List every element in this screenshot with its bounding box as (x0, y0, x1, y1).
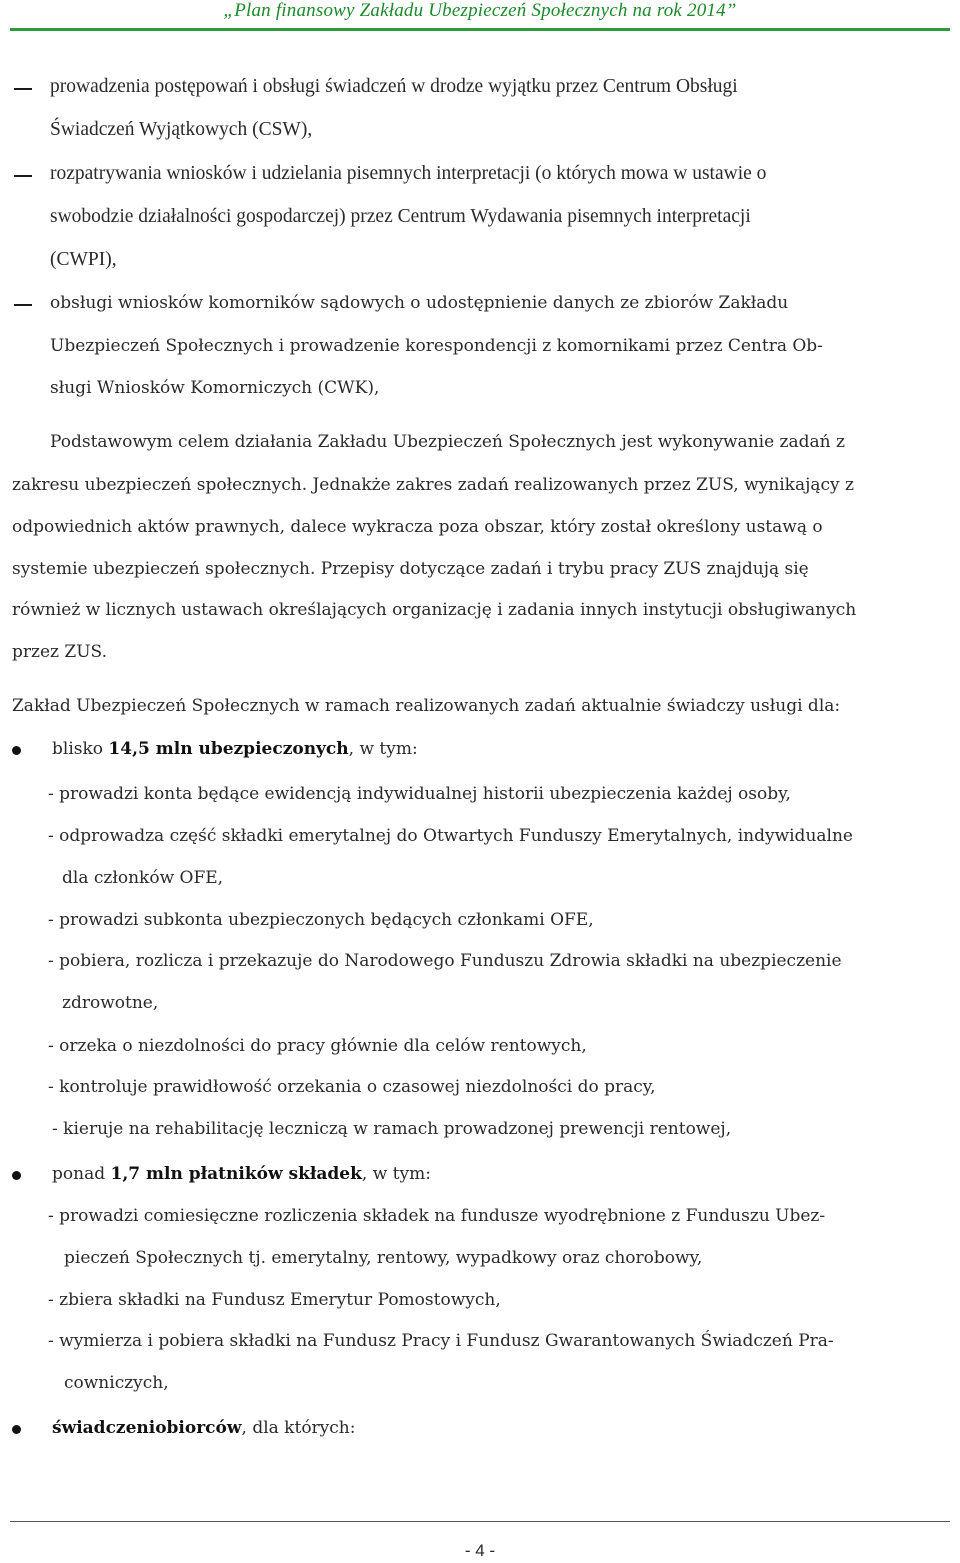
paragraph-line: odpowiednich aktów prawnych, dalece wykracza poza obszar, który został określony ustawą o (12, 517, 823, 537)
bullet-icon (12, 1171, 21, 1180)
dash-item-line: swobodzie działalności gospodarczej) przez Centrum Wydawania pisemnych interpretacji (50, 206, 751, 227)
paragraph-line: również w licznych ustawach określających organizację i zadania innych instytucji obsługiwanych (12, 600, 857, 620)
group-item: - odprowadza część składki emerytalnej do Otwartych Funduszy Emerytalnych, indywidualne (48, 826, 853, 846)
group-item: - orzeka o niezdolności do pracy głównie dla celów rentowych, (48, 1036, 587, 1056)
group-item: cowniczych, (64, 1373, 169, 1393)
group-bold-count: świadczeniobiorców (52, 1418, 242, 1438)
dash-item-line: rozpatrywania wniosków i udzielania pisemnych interpretacji (o których mowa w ustawie o (50, 163, 767, 184)
bullet-icon (12, 746, 21, 755)
group-item: - kontroluje prawidłowość orzekania o czasowej niezdolności do pracy, (48, 1077, 656, 1097)
group-item: - prowadzi comiesięczne rozliczenia składek na fundusze wyodrębnione z Funduszu Ubez- (48, 1206, 826, 1226)
group-prefix: ponad (52, 1164, 111, 1184)
page-number: - 4 - (464, 1541, 496, 1560)
footer-rule (10, 1521, 950, 1522)
dash-item-line: sługi Wniosków Komorniczych (CWK), (50, 378, 380, 398)
group-item: dla członków OFE, (62, 868, 224, 888)
dash-marker (14, 175, 32, 177)
group-item: - prowadzi konta będące ewidencją indywidualnej historii ubezpieczenia każdej osoby, (48, 784, 791, 804)
group-suffix: , w tym: (361, 1164, 431, 1184)
group-item: - wymierza i pobiera składki na Fundusz Pracy i Fundusz Gwarantowanych Świadczeń Pra- (48, 1331, 834, 1351)
group-item: - zbiera składki na Fundusz Emerytur Pomostowych, (48, 1290, 501, 1310)
page-header (0, 0, 960, 30)
group-item: - kieruje na rehabilitację leczniczą w ramach prowadzonej prewencji rentowej, (52, 1119, 732, 1139)
group-prefix: blisko (52, 739, 109, 759)
dash-item-line: prowadzenia postępowań i obsługi świadczeń w drodze wyjątku przez Centrum Obsługi (50, 76, 738, 97)
dash-marker (14, 304, 32, 306)
group-bold-count: 1,7 mln płatników składek (110, 1164, 362, 1184)
dash-item-line: obsługi wniosków komorników sądowych o udostępnienie danych ze zbiorów Zakładu (50, 293, 789, 313)
group-heading (52, 739, 418, 759)
group-heading (52, 1164, 431, 1184)
group-item: - pobiera, rozlicza i przekazuje do Narodowego Funduszu Zdrowia składki na ubezpieczenie (48, 951, 842, 971)
paragraph-line: zakresu ubezpieczeń społecznych. Jednakże zakres zadań realizowanych przez ZUS, wynikający z (12, 475, 854, 495)
dash-item-line: Ubezpieczeń Społecznych i prowadzenie korespondencji z komornikami przez Centra Ob- (50, 336, 823, 356)
header-rule (10, 28, 950, 31)
paragraph-line: systemie ubezpieczeń społecznych. Przepisy dotyczące zadań i trybu pracy ZUS znajdują się (12, 559, 809, 579)
paragraph-line: przez ZUS. (12, 642, 107, 662)
group-item: pieczeń Społecznych tj. emerytalny, rentowy, wypadkowy oraz chorobowy, (64, 1248, 703, 1268)
group-item: zdrowotne, (62, 993, 159, 1013)
group-suffix: , w tym: (348, 739, 418, 759)
services-intro: Zakład Ubezpieczeń Społecznych w ramach realizowanych zadań aktualnie świadczy usługi dla: (12, 696, 841, 716)
dash-item-line: (CWPI), (50, 249, 117, 270)
dash-marker (14, 88, 32, 90)
group-heading (52, 1418, 355, 1438)
bullet-icon (12, 1425, 21, 1434)
paragraph-line: Podstawowym celem działania Zakładu Ubezpieczeń Społecznych jest wykonywanie zadań z (50, 432, 845, 452)
group-suffix: , dla których: (241, 1418, 356, 1438)
group-item: - prowadzi subkonta ubezpieczonych będących członkami OFE, (48, 910, 594, 930)
dash-item-line: Świadczeń Wyjątkowych (CSW), (50, 119, 313, 140)
group-bold-count: 14,5 mln ubezpieczonych (108, 739, 349, 759)
header-title: „Plan finansowy Zakładu Ubezpieczeń Społecznych na rok 2014” (223, 0, 737, 21)
